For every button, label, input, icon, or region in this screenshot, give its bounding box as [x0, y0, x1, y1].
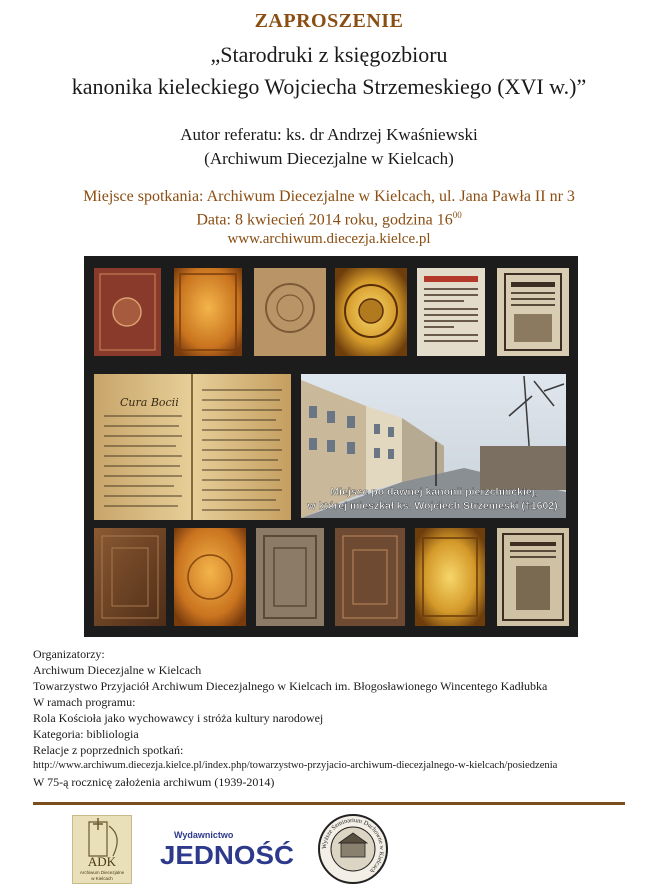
book-cover-panel-grey: [256, 528, 324, 626]
street-photo: [301, 374, 566, 518]
title-page-frame: [497, 528, 569, 626]
publisher-name: JEDNOŚĆ: [160, 840, 295, 870]
street-caption-line1: Miejsce po dawnej kanonii pierzchnickiej,: [330, 486, 538, 498]
book-cover-worn-brown: [94, 528, 166, 626]
anniversary-note: W 75-ą rocznicę założenia archiwum (1939-2014): [33, 775, 275, 789]
book-cover-amber: [415, 528, 485, 626]
manuscript-heading: Cura Bocii: [120, 396, 179, 409]
seminary-seal-logo: [317, 813, 389, 885]
adk-letters: ADK: [87, 854, 117, 869]
organizers-section: [33, 646, 633, 790]
street-caption-line2: w której mieszkał ks. Wojciech Strzemeski (†1602).: [307, 500, 561, 512]
book-cover-golden-emblem: [335, 268, 407, 356]
lecture-author: Autor referatu: ks. dr Andrzej Kwaśniewski: [180, 125, 478, 144]
lecture-title-line2: kanonika kieleckiego Wojciecha Strzemeskiego (XVI w.)”: [71, 74, 587, 99]
reports-heading: Relacje z poprzednich spotkań:: [33, 743, 184, 757]
category: Kategoria: bibliologia: [33, 727, 139, 741]
divider-rule: [33, 802, 625, 805]
lecture-title-line1: „Starodruki z księgozbioru: [210, 42, 448, 67]
meeting-date-text: Data: 8 kwiecień 2014 roku, godzina 16: [196, 211, 453, 229]
author-affiliation: (Archiwum Diecezjalne w Kielcach): [204, 149, 454, 168]
meeting-place: Miejsce spotkania: Archiwum Diecezjalne w Kielcach, ul. Jana Pawła II nr 3: [83, 188, 575, 205]
book-cover-dark-tooled: [335, 528, 405, 626]
adk-logo: [72, 815, 132, 884]
program-name: Rola Kościoła jako wychowawcy i stróża kultury narodowej: [33, 711, 324, 725]
open-manuscript: [94, 374, 291, 520]
photo-collage: [84, 256, 578, 637]
adk-caption-line1: Archiwum Diecezjalne: [79, 870, 125, 875]
collage-graphics: [84, 256, 578, 637]
meeting-date-minutes: 00: [452, 210, 462, 220]
reports-link[interactable]: http://www.archiwum.diecezja.kielce.pl/index.php/towarzystwo-przyjacio-archiwum-diecezjalnego-w-kielcach/posiedzenia: [33, 760, 558, 771]
organizers-heading: Organizatorzy:: [33, 647, 105, 661]
book-cover-red-leather: [94, 268, 161, 356]
adk-caption-line2: w Kielcach: [91, 876, 113, 881]
book-cover-orange-engraving: [174, 528, 246, 626]
meeting-date: [0, 210, 658, 229]
invitation-title: ZAPROSZENIE: [254, 10, 404, 32]
title-page-woodcut: [497, 268, 569, 356]
organizer-society: Towarzystwo Przyjaciół Archiwum Diecezjalnego w Kielcach im. Błogosławionego Wincentego Kadłubka: [33, 679, 548, 693]
seal-text: Wyższe Seminarium Duchowne w Kielcach: [320, 816, 386, 875]
archive-website-link[interactable]: www.archiwum.diecezja.kielce.pl: [227, 231, 431, 247]
book-cover-ornament: [174, 268, 242, 356]
organizer-archive: Archiwum Diecezjalne w Kielcach: [33, 663, 202, 677]
printed-page-red-letters: [417, 268, 485, 356]
book-cover-engraved: [254, 268, 326, 356]
program-heading: W ramach programu:: [33, 695, 136, 709]
publisher-small-label: Wydawnictwo: [174, 830, 234, 840]
jednosc-publisher-logo: [160, 828, 296, 870]
